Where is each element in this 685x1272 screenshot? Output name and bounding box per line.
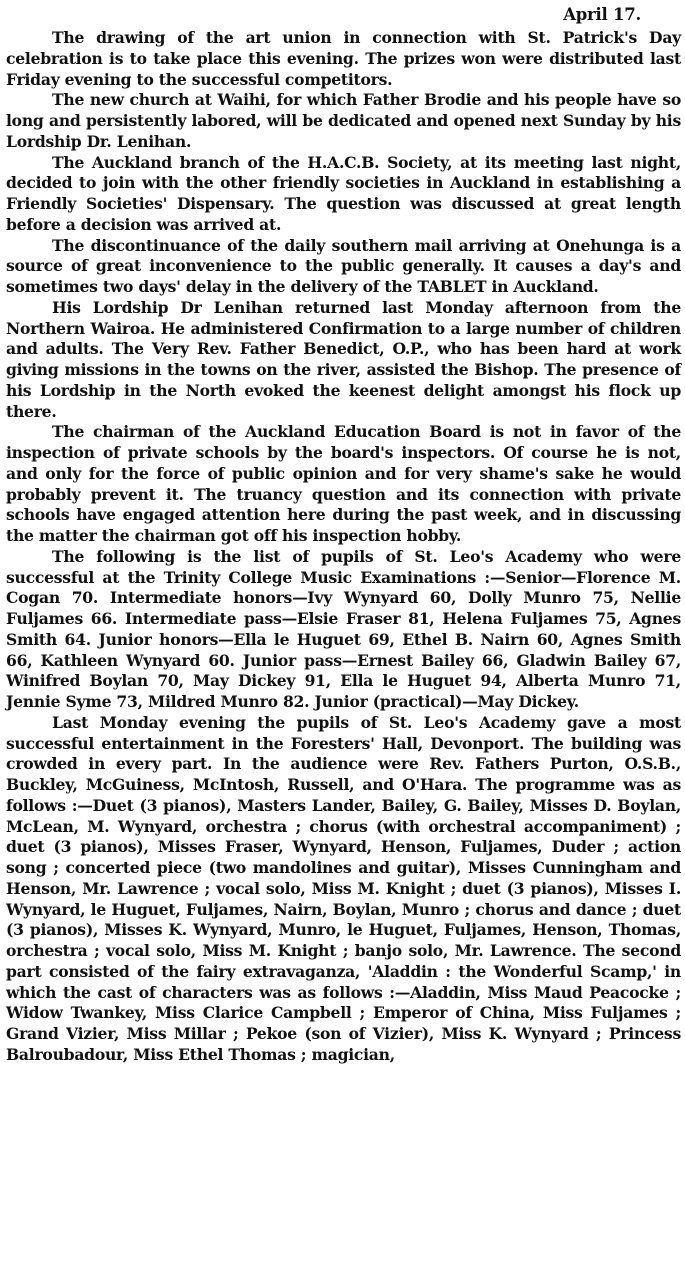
paragraph-waihi-church: The new church at Waihi, for which Father Brodie and his people have so long and persistently labored, will be dedicated and opened next Sunday by his Lordship Dr. Lenihan. [6,90,681,151]
dateline: April 17. [563,5,641,24]
paragraph-southern-mail: The discontinuance of the daily southern mail arriving at Onehunga is a source of great inconvenience to the public generally. It causes a day's and sometimes two days' delay in the delivery of the TABLET in Auckland. [6,235,681,296]
paragraph-education-board: The chairman of the Auckland Education Board is not in favor of the inspection of private schools by the board's inspectors. Of course he is not, and only for the force of public opinion and for very shame's sake he would probably prevent it. The truancy question and its connection with private schools have engaged attention here during the past week, and in discussing the matter the chairman got off his inspection hobby. [6,422,681,545]
paragraph-academy-entertainment: Last Monday evening the pupils of St. Leo's Academy gave a most successful entertainment in the Foresters' Hall, Devonport. The building was crowded in every part. In the audience were Rev. Fathers Purton, O.S.B., Buckley, McGuiness, McIntosh, Russell, and O'Hara. The programme was as follows :—Duet (3 pianos), Masters Lander, Bailey, G. Bailey, Misses D. Boylan, McLean, M. Wynyard, orchestra ; chorus (with orchestral accompaniment) ; duet (3 pianos), Misses Fraser, Wynyard, Henson, Fuljames, Duder ; action song ; concerted piece (two mandolines and guitar), Misses Cunningham and Henson, Mr. Lawrence ; vocal solo, Miss M. Knight ; duet (3 pianos), Misses I. Wynyard, le Huguet, Fuljames, Nairn, Boylan, Munro ; chorus and dance ; duet (3 pianos), Misses K. Wynyard, Munro, le Huguet, Fuljames, Henson, Thomas, orchestra ; vocal solo, Miss M. Knight ; banjo solo, Mr. Lawrence. The second part consisted of the fairy extravaganza, 'Aladdin : the Wonderful Scamp,' in which the cast of characters was as follows :—Aladdin, Miss Maud Peacocke ; Widow Twankey, Miss Clarice Campbell ; Emperor of China, Miss Fuljames ; Grand Vizier, Miss Millar ; Pekoe (son of Vizier), Miss K. Wynyard ; Princess Balroubadour, Miss Ethel Thomas ; magician, [6,712,681,1064]
paragraph-music-examinations: The following is the list of pupils of St. Leo's Academy who were successful at the Trinity College Music Examinations :—Senior—Florence M. Cogan 70. Intermediate honors—Ivy Wynyard 60, Dolly Munro 75, Nellie Fuljames 66. Intermediate pass—Elsie Fraser 81, Helena Fuljames 75, Agnes Smith 64. Junior honors—Ella le Huguet 69, Ethel B. Nairn 60, Agnes Smith 66, Kathleen Wynyard 60. Junior pass—Ernest Bailey 66, Gladwin Bailey 67, Winifred Boylan 70, May Dickey 91, Ella le Huguet 94, Alberta Munro 71, Jennie Syme 73, Mildred Munro 82. Junior (practical)—May Dickey. [6,546,681,711]
paragraph-bishop-return: His Lordship Dr Lenihan returned last Monday afternoon from the Northern Wairoa. He administered Confirmation to a large number of children and adults. The Very Rev. Father Benedict, O.P., who has been hard at work giving missions in the towns on the river, assisted the Bishop. The presence of his Lordship in the North evoked the keenest delight amongst his flock up there. [6,297,681,421]
paragraph-hacb-society: The Auckland branch of the H.A.C.B. Society, at its meeting last night, decided to join with the other friendly societies in Auckland in establishing a Friendly Societies' Dispensary. The question was discussed at great length before a decision was arrived at. [6,152,681,234]
paragraph-art-union: The drawing of the art union in connection with St. Patrick's Day celebration is to take place this evening. The prizes won were distributed last Friday evening to the successful competitors. [6,28,681,89]
